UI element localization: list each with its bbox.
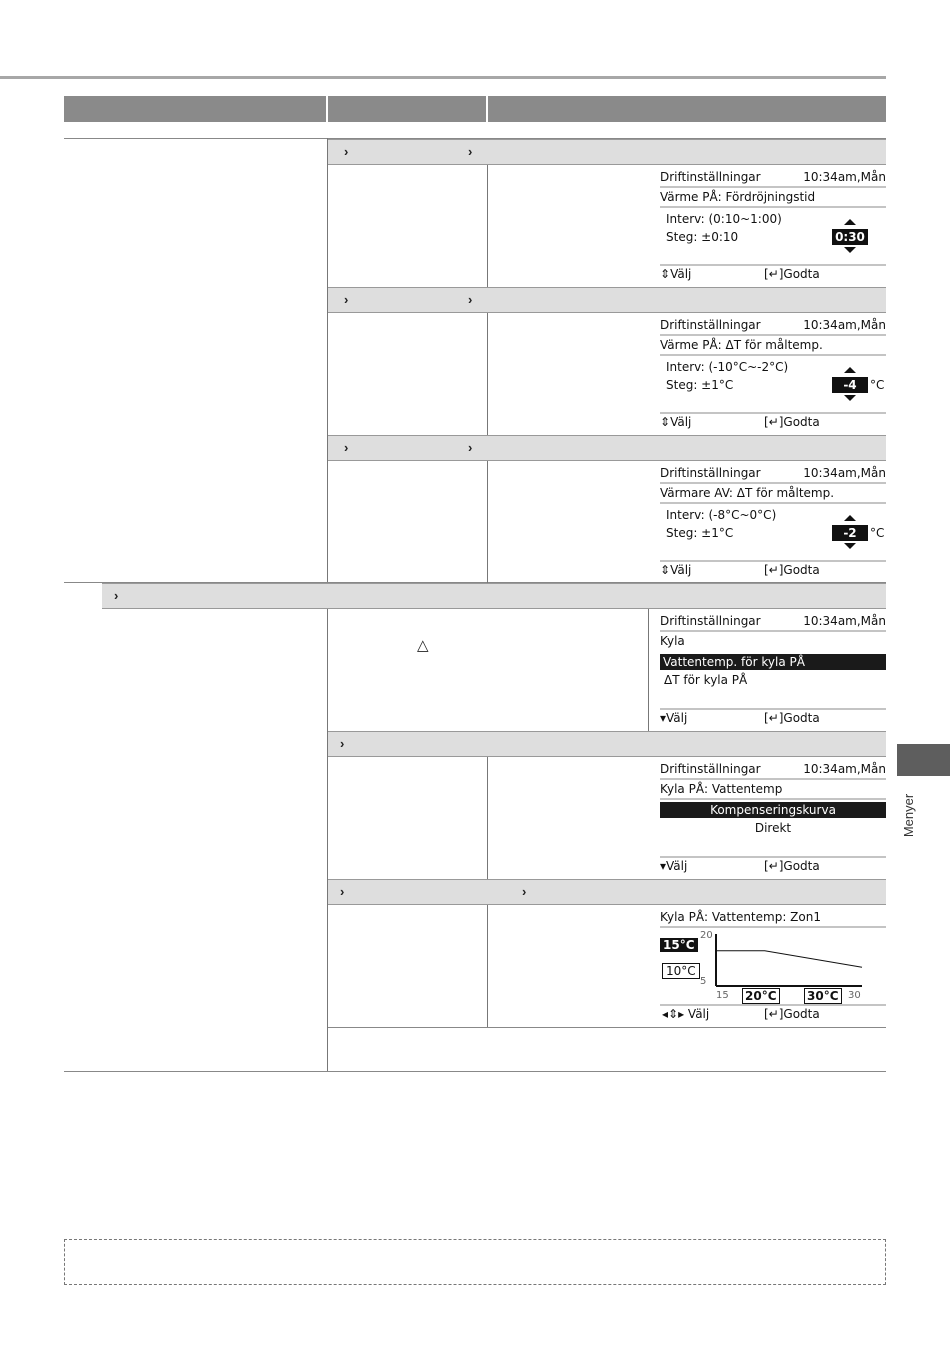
y-tick-bottom: 5 [700,976,707,987]
screen-subtitle: Kyla PÅ: Vattentemp [660,782,783,796]
curve-chart [714,934,864,990]
option-selected: Kompenseringskurva [660,802,886,818]
chevron-right-icon: › [468,292,473,307]
foot-select: ▾Välj [660,859,688,873]
y-low-box: 10°C [662,963,700,979]
col-divider-3 [648,609,649,731]
lcd-screen-delay [660,168,886,288]
submenu-bar [102,583,886,609]
x-tick-left: 15 [716,990,729,1001]
x-box-right: 30°C [804,988,842,1004]
lcd-screen-delta-heat [660,316,886,436]
arrow-down-icon [844,543,856,549]
chevron-right-icon: › [522,884,527,899]
curve-line [716,951,862,968]
chevron-right-icon: › [340,884,345,899]
y-tick-top: 20 [700,930,713,941]
chevron-right-icon: › [468,440,473,455]
side-tab-label: Menyer [901,793,917,838]
triangle-icon: △ [417,637,429,654]
foot-select: ⇕Välj [660,415,692,429]
arrow-up-icon [844,219,856,225]
chevron-right-icon: › [340,736,345,751]
screen-title: Driftinställningar [660,318,761,332]
side-tab [897,744,950,776]
screen-title: Kyla PÅ: Vattentemp: Zon1 [660,910,821,924]
range-text: Interv: (-10°C~-2°C) [666,360,789,374]
menu-item-selected: Vattentemp. för kyla PÅ [660,654,886,670]
col-divider-2 [487,313,488,435]
col-divider-2 [487,165,488,287]
col-divider-2 [487,757,488,879]
submenu-bar [328,731,886,757]
foot-confirm: [↵]Godta [764,563,820,577]
top-rule [0,76,886,79]
table-header-col3 [488,96,886,122]
step-text: Steg: ±1°C [666,378,734,392]
foot-select: ⇕Välj [660,267,692,281]
value-box: -2 [832,525,868,541]
screen-time: 10:34am,Mån [803,318,886,332]
screen-time: 10:34am,Mån [803,466,886,480]
screen-subtitle: Värme PÅ: Fördröjningstid [660,190,816,204]
foot-confirm: [↵]Godta [764,711,820,725]
submenu-bar [328,287,886,313]
screen-subtitle: Kyla [660,634,685,648]
chevron-right-icon: › [344,292,349,307]
option-item: Direkt [754,821,792,835]
lcd-screen-zone-curve [660,908,886,1028]
step-text: Steg: ±0:10 [666,230,739,244]
submenu-bar [328,435,886,461]
row-divider [64,1071,886,1072]
screen-title: Driftinställningar [660,762,761,776]
foot-confirm: [↵]Godta [764,859,820,873]
chevron-right-icon: › [344,440,349,455]
foot-select: ▾Välj [660,711,688,725]
note-box [64,1239,886,1285]
range-text: Interv: (-8°C~0°C) [666,508,777,522]
foot-select: ⇕Välj [660,563,692,577]
screen-title: Driftinställningar [660,614,761,628]
arrow-up-icon [844,367,856,373]
unit-text: °C [870,526,885,540]
arrow-down-icon [844,247,856,253]
arrow-up-icon [844,515,856,521]
lcd-screen-cooling-water [660,760,886,880]
screen-subtitle: Värme PÅ: ΔT för måltemp. [660,338,823,352]
x-box-left: 20°C [742,988,780,1004]
submenu-bar [328,139,886,165]
foot-select: ◂⇕▸ Välj [662,1007,710,1021]
foot-confirm: [↵]Godta [764,267,820,281]
step-text: Steg: ±1°C [666,526,734,540]
submenu-bar [328,879,886,905]
table-header-col2 [328,96,486,122]
value-box: -4 [832,377,868,393]
unit-text: °C [870,378,885,392]
screen-time: 10:34am,Mån [803,614,886,628]
col-divider-2 [487,905,488,1027]
range-text: Interv: (0:10~1:00) [666,212,782,226]
x-tick-right: 30 [848,990,861,1001]
foot-confirm: [↵]Godta [764,1007,820,1021]
lcd-screen-cooling-menu [660,612,886,732]
lcd-screen-delta-heater-off [660,464,886,584]
screen-title: Driftinställningar [660,466,761,480]
screen-time: 10:34am,Mån [803,762,886,776]
screen-title: Driftinställningar [660,170,761,184]
col-divider-2 [487,461,488,583]
chevron-right-icon: › [114,588,119,603]
screen-subtitle: Värmare AV: ΔT för måltemp. [660,486,835,500]
arrow-down-icon [844,395,856,401]
screen-time: 10:34am,Mån [803,170,886,184]
y-high-box: 15°C [660,938,698,952]
table-header-col1 [64,96,326,122]
menu-item: ΔT för kyla PÅ [664,673,748,687]
foot-confirm: [↵]Godta [764,415,820,429]
chevron-right-icon: › [468,144,473,159]
chevron-right-icon: › [344,144,349,159]
value-box: 0:30 [832,229,868,245]
